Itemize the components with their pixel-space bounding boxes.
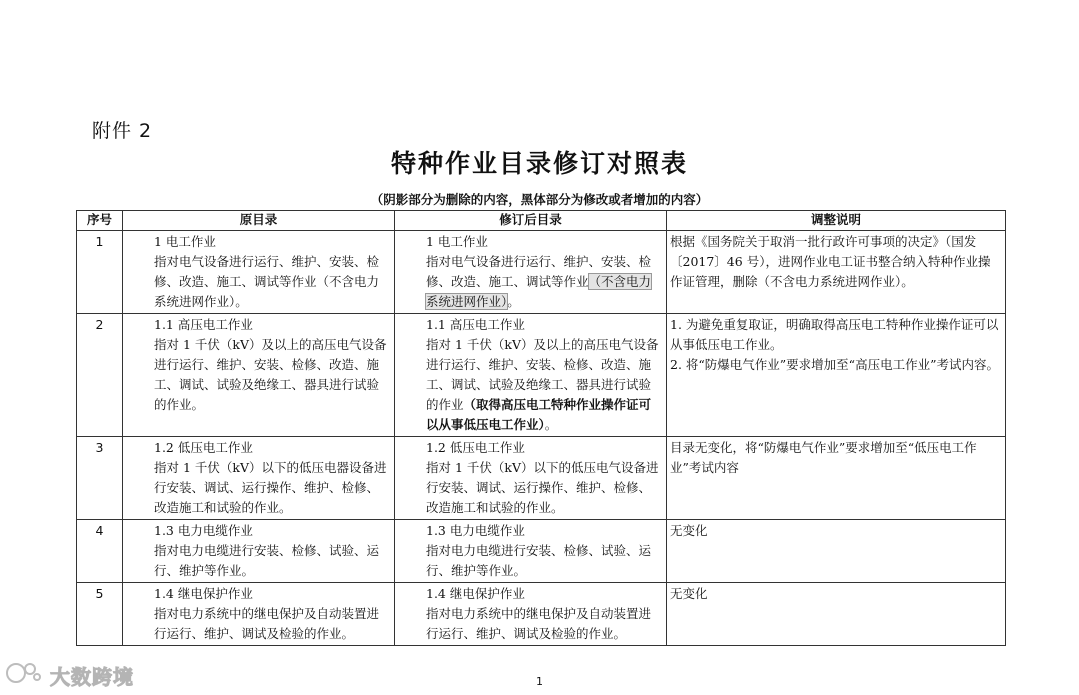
revised-body: 指对电力系统中的继电保护及自动装置进行运行、维护、调试及检验的作业。 <box>426 606 652 641</box>
revised-tail: 。 <box>544 417 558 432</box>
revised-body: 指对电力电缆进行安装、检修、试验、运行、维护等作业。 <box>426 543 652 578</box>
watermark <box>4 660 134 690</box>
original-body: 指对电力系统中的继电保护及自动装置进行运行、维护、调试及检验的作业。 <box>154 606 380 641</box>
explanation-cell <box>667 314 1006 437</box>
explanation-text: 目录无变化，将“防爆电气作业”要求增加至“低压电工作业”考试内容 <box>670 440 977 475</box>
revised-body-wrap <box>398 252 663 312</box>
row-number: 5 <box>77 583 123 646</box>
table-header-row <box>77 211 1006 231</box>
row-number: 2 <box>77 314 123 437</box>
header-original: 原目录 <box>123 211 395 231</box>
explanation-cell <box>667 583 1006 646</box>
revised-title: 1.2 低压电工作业 <box>426 440 525 455</box>
revised-title: 1.1 高压电工作业 <box>426 317 525 332</box>
original-body: 指对电气设备进行运行、维护、安装、检修、改造、施工、调试等作业（不含电力系统进网作业）。 <box>154 254 380 309</box>
circular-logo-icon <box>4 659 44 691</box>
table-row <box>77 583 1006 646</box>
original-cell <box>123 437 395 520</box>
original-cell <box>123 314 395 437</box>
original-body: 指对 1 千伏（kV）以下的低压电器设备进行安装、调试、运行操作、维护、检修、改造施工和试验的作业。 <box>154 460 387 515</box>
revised-cell <box>395 314 667 437</box>
original-cell <box>123 520 395 583</box>
revised-cell <box>395 520 667 583</box>
revised-body: 指对 1 千伏（kV）及以上的高压电气设备进行运行、维护、安装、检修、改造、施工、调试、试验及绝缘工、器具进行试验的作业 <box>426 337 659 412</box>
original-body: 指对 1 千伏（kV）及以上的高压电气设备进行运行、维护、安装、检修、改造、施工、调试、试验及绝缘工、器具进行试验的作业。 <box>154 337 387 412</box>
original-title: 1 电工作业 <box>154 234 216 249</box>
table-note: （阴影部分为删除的内容，黑体部分为修改或者增加的内容） <box>370 192 709 207</box>
revised-cell <box>395 583 667 646</box>
revised-title: 1 电工作业 <box>426 234 488 249</box>
explanation-cell <box>667 520 1006 583</box>
original-title: 1.3 电力电缆作业 <box>154 523 253 538</box>
deleted-text: （不含电力系统进网作业） <box>426 274 652 309</box>
revised-body: 指对电气设备进行运行、维护、安装、检修、改造、施工、调试等作业 <box>426 254 652 289</box>
revised-title: 1.3 电力电缆作业 <box>426 523 525 538</box>
added-text: （取得高压电工特种作业操作证可以从事低压电工作业） <box>426 397 652 432</box>
explanation-item-2: 2. 将“防爆电气作业”要求增加至“高压电工作业”考试内容。 <box>670 357 999 372</box>
explanation-item-1: 1. 为避免重复取证，明确取得高压电工特种作业操作证可以从事低压电工作业。 <box>670 317 999 352</box>
explanation-cell <box>667 437 1006 520</box>
row-number: 1 <box>77 231 123 314</box>
explanation-text: 无变化 <box>670 523 708 538</box>
revised-cell <box>395 231 667 314</box>
header-num: 序号 <box>77 211 123 231</box>
explanation-text: 无变化 <box>670 586 708 601</box>
attachment-label: 附件 2 <box>92 120 153 142</box>
page-title: 特种作业目录修订对照表 <box>390 149 688 178</box>
original-cell <box>123 583 395 646</box>
page-number: 1 <box>536 675 543 688</box>
revised-title: 1.4 继电保护作业 <box>426 586 525 601</box>
original-cell <box>123 231 395 314</box>
original-title: 1.1 高压电工作业 <box>154 317 253 332</box>
explanation-text: 根据《国务院关于取消一批行政许可事项的决定》（国发〔2017〕46 号），进网作业电工证书整合纳入特种作业操作证管理，删除（不含电力系统进网作业）。 <box>670 234 991 289</box>
row-number: 3 <box>77 437 123 520</box>
revised-tail: 。 <box>507 294 520 309</box>
watermark-text: 大数跨境 <box>50 664 134 689</box>
revised-body: 指对 1 千伏（kV）以下的低压电气设备进行安装、调试、运行操作、维护、检修、改造施工和试验的作业。 <box>426 460 659 515</box>
original-body: 指对电力电缆进行安装、检修、试验、运行、维护等作业。 <box>154 543 380 578</box>
header-revised: 修订后目录 <box>395 211 667 231</box>
revised-body-wrap <box>398 335 663 435</box>
table-row <box>77 520 1006 583</box>
original-title: 1.4 继电保护作业 <box>154 586 253 601</box>
header-explanation: 调整说明 <box>667 211 1006 231</box>
comparison-table <box>76 210 1006 646</box>
row-number: 4 <box>77 520 123 583</box>
table-row <box>77 231 1006 314</box>
explanation-cell <box>667 231 1006 314</box>
original-title: 1.2 低压电工作业 <box>154 440 253 455</box>
table-row <box>77 437 1006 520</box>
table-row <box>77 314 1006 437</box>
revised-cell <box>395 437 667 520</box>
